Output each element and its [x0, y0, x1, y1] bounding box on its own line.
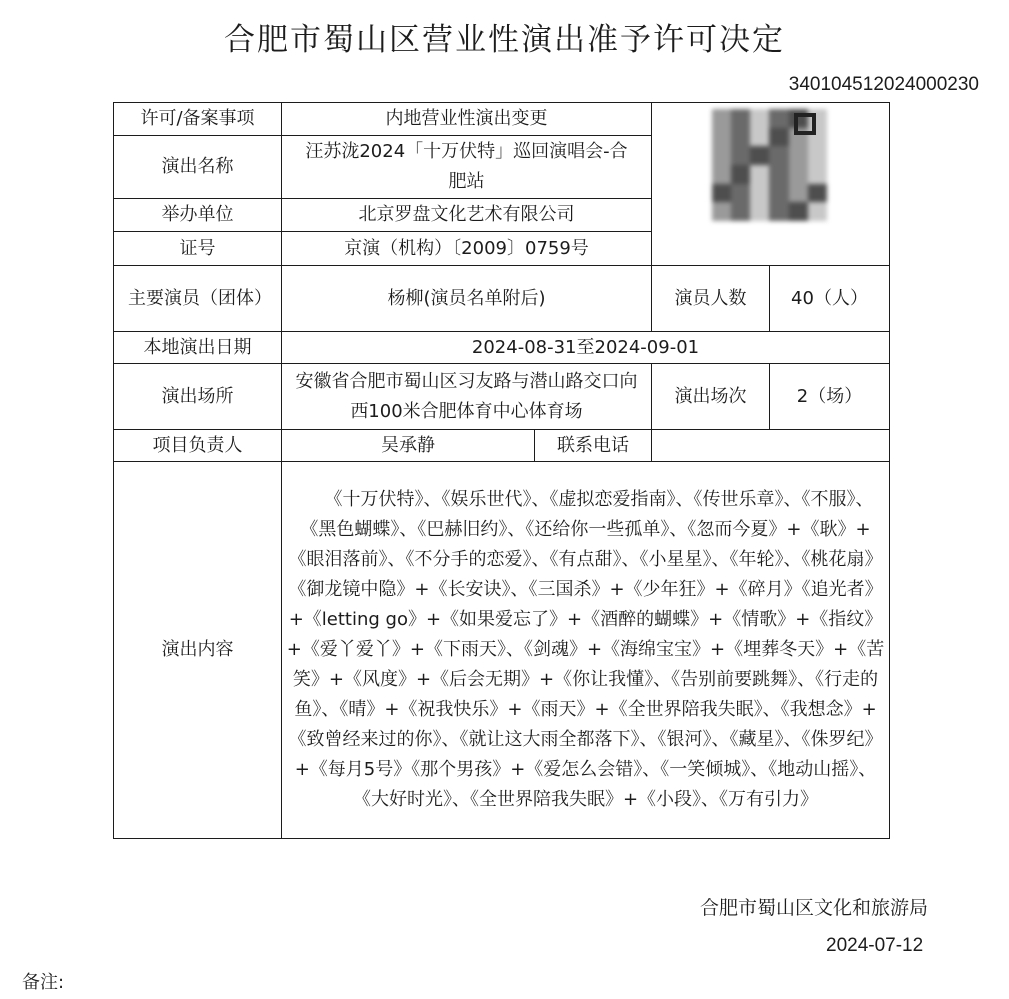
phone-value	[652, 430, 890, 462]
manager-label: 项目负责人	[114, 430, 282, 462]
document-title: 合肥市蜀山区营业性演出准予许可决定	[224, 22, 785, 58]
permit-table	[113, 102, 890, 839]
venue-value: 安徽省合肥市蜀山区习友路与潜山路交口向西100米合肥体育中心体育场	[282, 364, 652, 430]
item-value: 内地营业性演出变更	[282, 103, 652, 136]
manager-value: 吴承静	[282, 430, 535, 462]
performers-value: 杨柳(演员名单附后)	[282, 266, 652, 332]
show-name-label: 演出名称	[114, 136, 282, 199]
qr-code-cell	[652, 103, 890, 266]
performer-count-label: 演员人数	[652, 266, 770, 332]
item-label: 许可/备案事项	[114, 103, 282, 136]
sessions-value: 2（场）	[770, 364, 890, 430]
content-value: 《十万伏特》、《娱乐世代》、《虚拟恋爱指南》、《传世乐章》、《不服》、《黑色蝴蝶》、《巴赫旧约》、《还给你一些孤单》、《忽而今夏》+《耿》+《眼泪落前》、《不分手的恋爱》、《有点甜》、《小星星》、《年轮》、《桃花扇》《御龙镜中隐》+《长安诀》、《三国杀》+《少年狂》+《碎月》《追光者》+《letting go》+《如果爱忘了》+《酒醉的蝴蝶》+《情歌》+《指纹》+《爱丫爱丫》+《下雨天》、《剑魂》+《海绵宝宝》+《埋葬冬天》+《苦笑》+《风度》+《后会无期》+《你让我懂》、《告别前要跳舞》、《行走的鱼》、《晴》+《祝我快乐》+《雨天》+《全世界陪我失眠》、《我想念》+《致曾经来过的你》、《就让这大雨全都落下》、《银河》、《藏星》、《侏罗纪》+《每月5号》《那个男孩》+《爱怎么会错》、《一笑倾城》、《地动山摇》、《大好时光》、《全世界陪我失眠》+《小段》、《万有引力》	[282, 462, 890, 839]
content-label: 演出内容	[114, 462, 282, 839]
performers-label: 主要演员（团体）	[114, 266, 282, 332]
qr-finder-icon	[794, 113, 816, 135]
sessions-label: 演出场次	[652, 364, 770, 430]
license-label: 证号	[114, 232, 282, 266]
issue-date: 2024-07-12	[826, 935, 924, 956]
show-name-value: 汪苏泷2024「十万伏特」巡回演唱会-合肥站	[282, 136, 652, 199]
organizer-label: 举办单位	[114, 199, 282, 232]
license-value: 京演（机构）〔2009〕0759号	[282, 232, 652, 266]
organizer-value: 北京罗盘文化艺术有限公司	[282, 199, 652, 232]
date-value: 2024-08-31至2024-09-01	[282, 332, 890, 364]
document-number: 340104512024000230	[788, 74, 979, 95]
performer-count-value: 40（人）	[770, 266, 890, 332]
remark-label: 备注:	[22, 972, 65, 993]
issuing-authority: 合肥市蜀山区文化和旅游局	[700, 897, 929, 919]
venue-label: 演出场所	[114, 364, 282, 430]
date-label: 本地演出日期	[114, 332, 282, 364]
phone-label: 联系电话	[535, 430, 652, 462]
